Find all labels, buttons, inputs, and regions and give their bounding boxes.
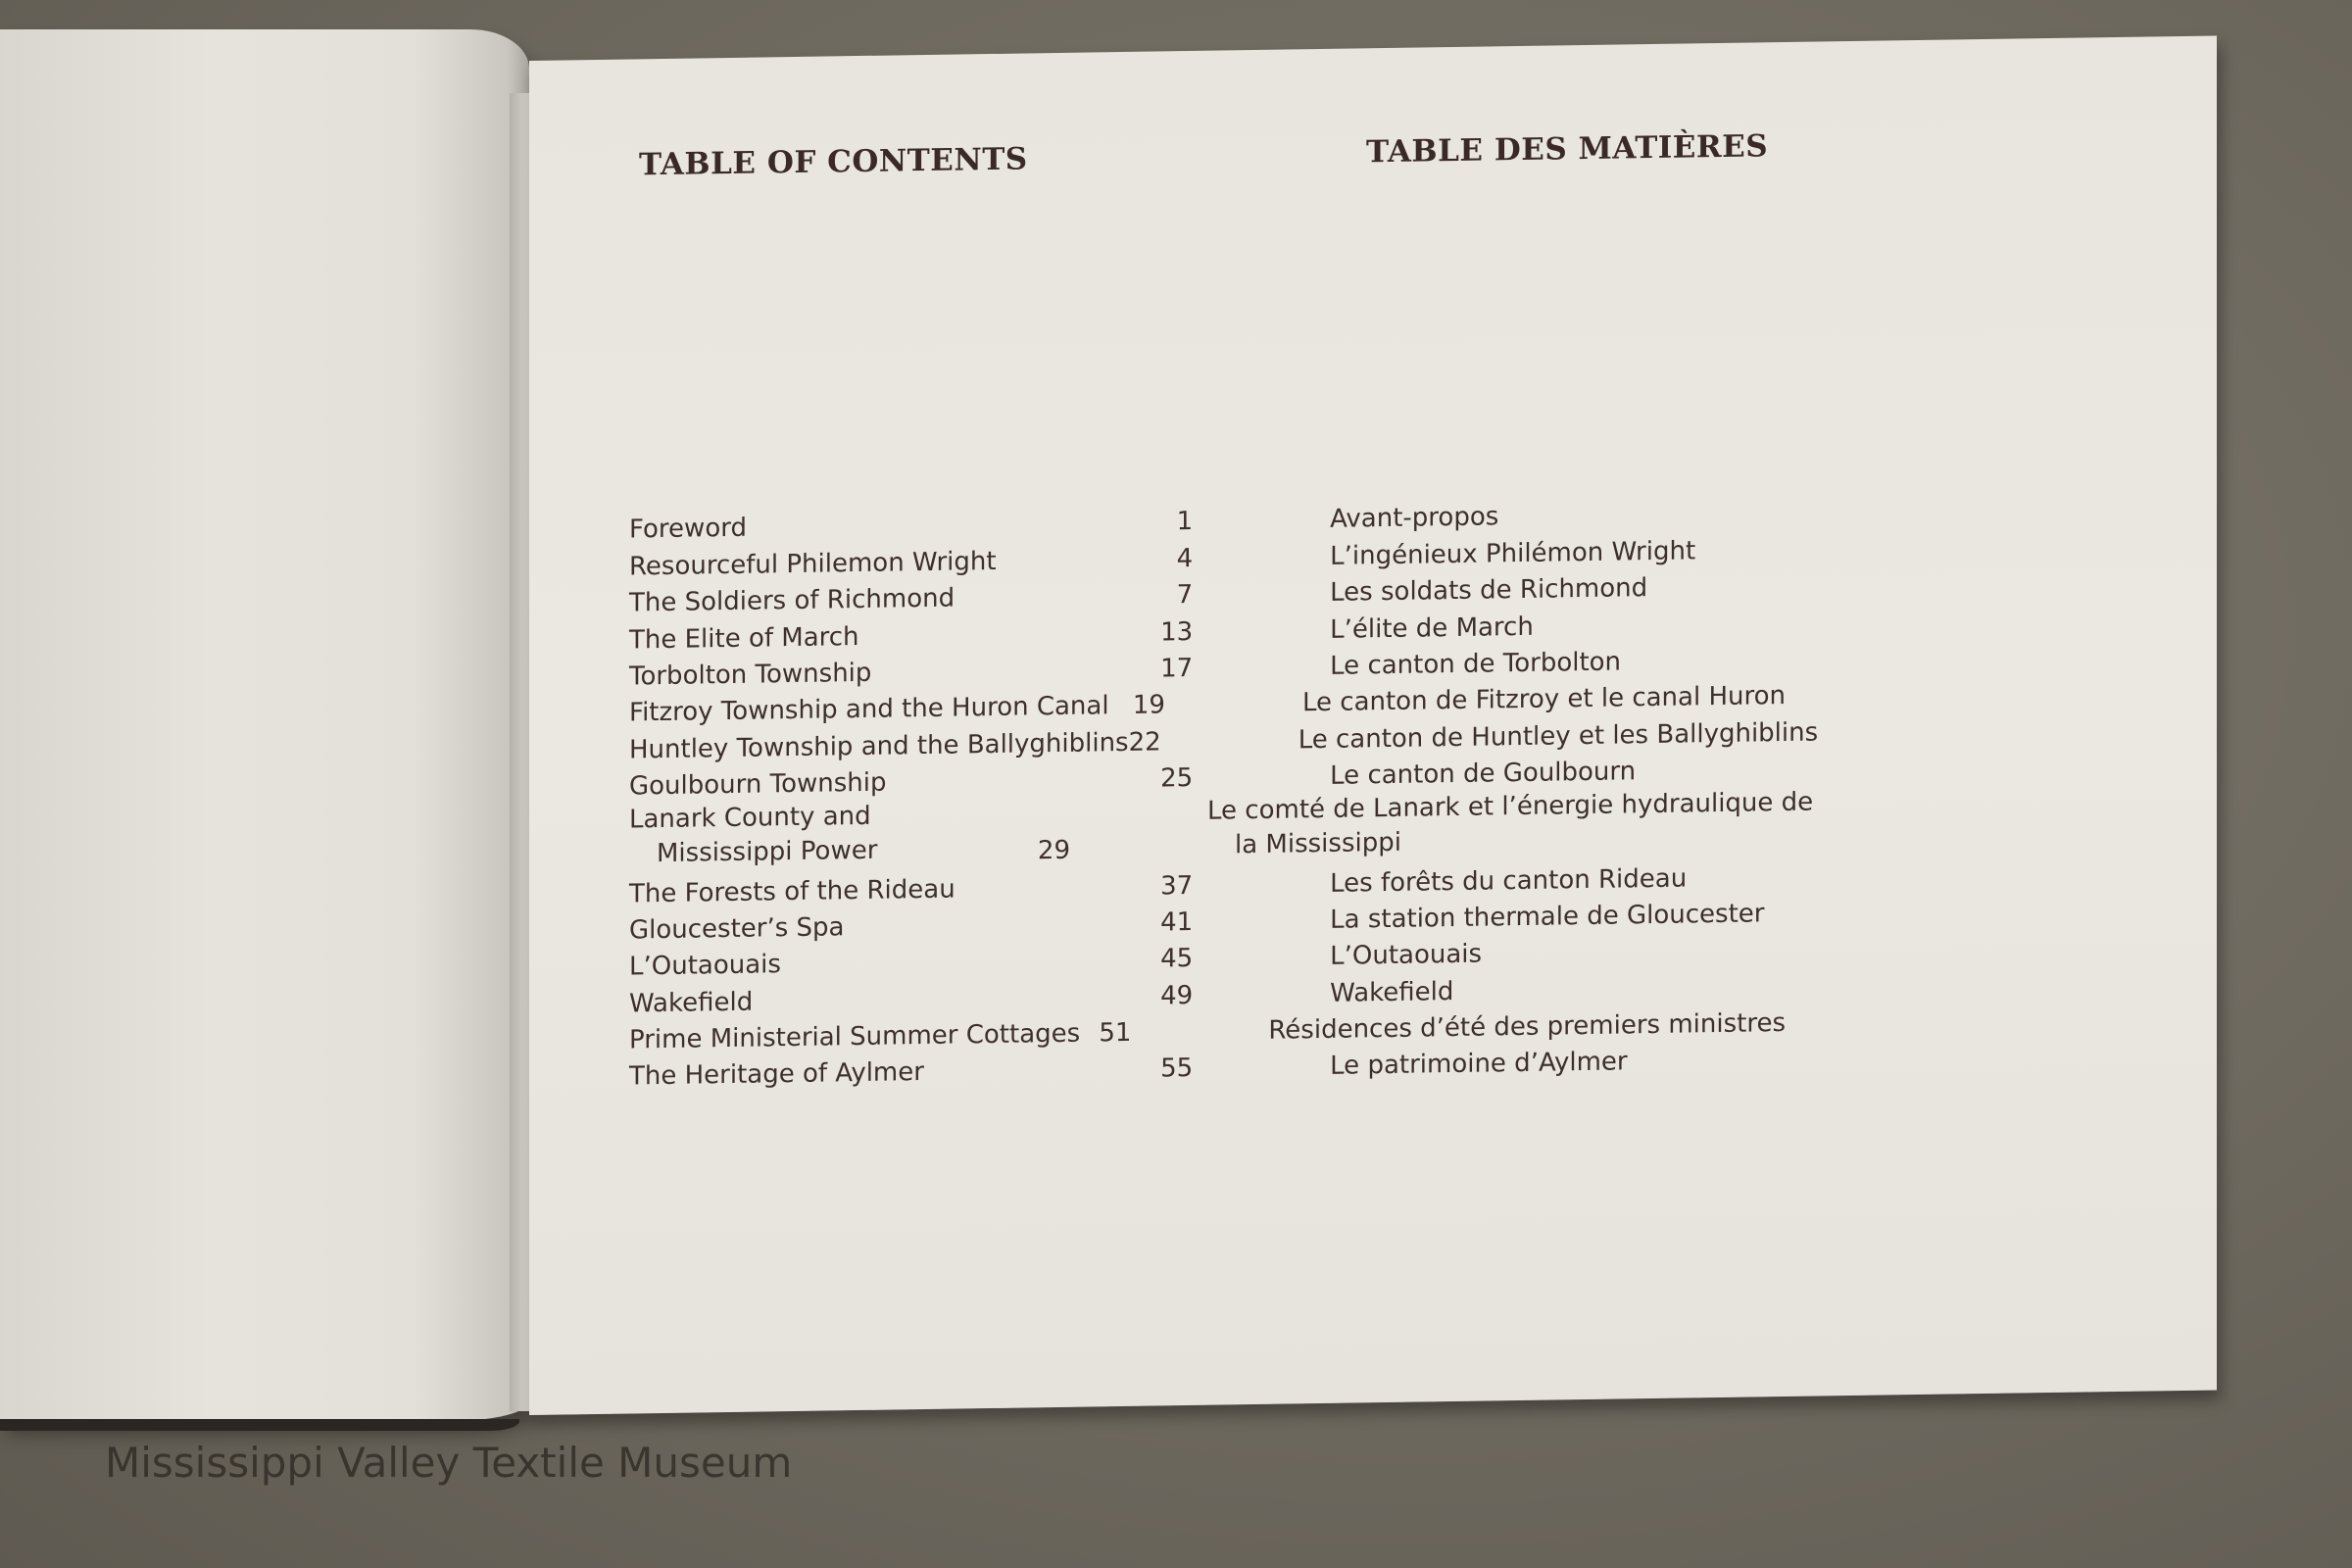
right-page <box>529 35 2217 1415</box>
toc-entry-french: Wakefield <box>1330 976 1454 1008</box>
toc-entry-french: Avant-propos <box>1330 502 1499 535</box>
toc-entry-english <box>629 798 967 871</box>
toc-entry-french <box>1090 786 1814 865</box>
toc-entry-english: Resourceful Philemon Wright <box>629 546 997 582</box>
toc-page-number: 37 <box>1160 870 1194 901</box>
toc-page-number: 1 <box>1176 507 1194 537</box>
toc-entry-french: L’ingénieux Philémon Wright <box>1330 536 1696 571</box>
toc-page-number: 22 <box>1128 727 1161 758</box>
toc-entry-french: Résidences d’été des premiers ministres <box>1268 1008 1786 1046</box>
toc-entry-english: Prime Ministerial Summer Cottages <box>629 1018 1081 1055</box>
toc-entry-english: Huntley Township and the Ballyghiblins <box>629 727 1129 765</box>
toc-entry-french: La station thermale de Gloucester <box>1330 899 1765 935</box>
toc-entry-french: Le canton de Huntley et les Ballyghiblins <box>1298 717 1819 756</box>
toc-entry-french: Les forêts du canton Rideau <box>1330 862 1688 899</box>
toc-page-number: 29 <box>1037 835 1070 866</box>
toc-entry-english: Wakefield <box>629 987 754 1019</box>
toc-entry-french: Le canton de Goulbourn <box>1330 757 1637 792</box>
toc-page-number: 49 <box>1160 980 1194 1011</box>
toc-page-number: 45 <box>1160 944 1194 974</box>
toc-entry-english: Goulbourn Township <box>629 767 887 802</box>
toc-page-number: 41 <box>1160 906 1194 938</box>
toc-entry-english: Fitzroy Township and the Huron Canal <box>629 691 1109 728</box>
toc-entry-french: Le patrimoine d’Aylmer <box>1330 1047 1628 1082</box>
museum-watermark: Mississippi Valley Textile Museum <box>105 1439 793 1487</box>
toc-page-number: 19 <box>1132 690 1165 721</box>
toc-entry-french-line1: Le comté de Lanark et l’énergie hydraulique de <box>1207 787 1814 826</box>
toc-entry-french: L’élite de March <box>1330 612 1534 645</box>
heading-english: TABLE OF CONTENTS <box>639 141 1028 183</box>
toc-entry-english: Torbolton Township <box>629 658 872 692</box>
toc-entry-english: The Elite of March <box>629 621 859 656</box>
toc-entry-english: The Soldiers of Richmond <box>629 583 956 618</box>
toc-entry-english: Gloucester’s Spa <box>629 912 845 946</box>
toc-entry-french: Le canton de Torbolton <box>1330 647 1622 681</box>
toc-entry-french-line2: la Mississippi <box>1235 827 1401 860</box>
toc-entry-french: L’Outaouais <box>1330 939 1483 972</box>
toc-page-number: 4 <box>1176 543 1194 573</box>
toc-entry-english: The Forests of the Rideau <box>629 874 956 909</box>
toc-entry-english-line2: Mississippi Power <box>657 835 878 869</box>
toc-page-number: 51 <box>1099 1017 1132 1049</box>
toc-entry-french: Le canton de Fitzroy et le canal Huron <box>1301 681 1786 718</box>
toc-page-number: 17 <box>1160 653 1194 684</box>
toc-entry-french: Les soldats de Richmond <box>1330 573 1648 609</box>
toc-page-number: 25 <box>1160 763 1194 794</box>
toc-page-number: 13 <box>1160 616 1194 648</box>
toc-page-number: 7 <box>1176 580 1194 611</box>
toc-page-number: 55 <box>1160 1054 1194 1084</box>
toc-entry-english: The Heritage of Aylmer <box>629 1057 924 1092</box>
toc-list <box>629 491 1819 1092</box>
toc-entry-english-line1: Lanark County and <box>629 801 871 835</box>
toc-entry-english: Foreword <box>629 514 747 545</box>
heading-french: TABLE DES MATIÈRES <box>1366 128 1769 171</box>
left-page <box>0 29 529 1421</box>
toc-entry-english: L’Outaouais <box>629 950 781 982</box>
